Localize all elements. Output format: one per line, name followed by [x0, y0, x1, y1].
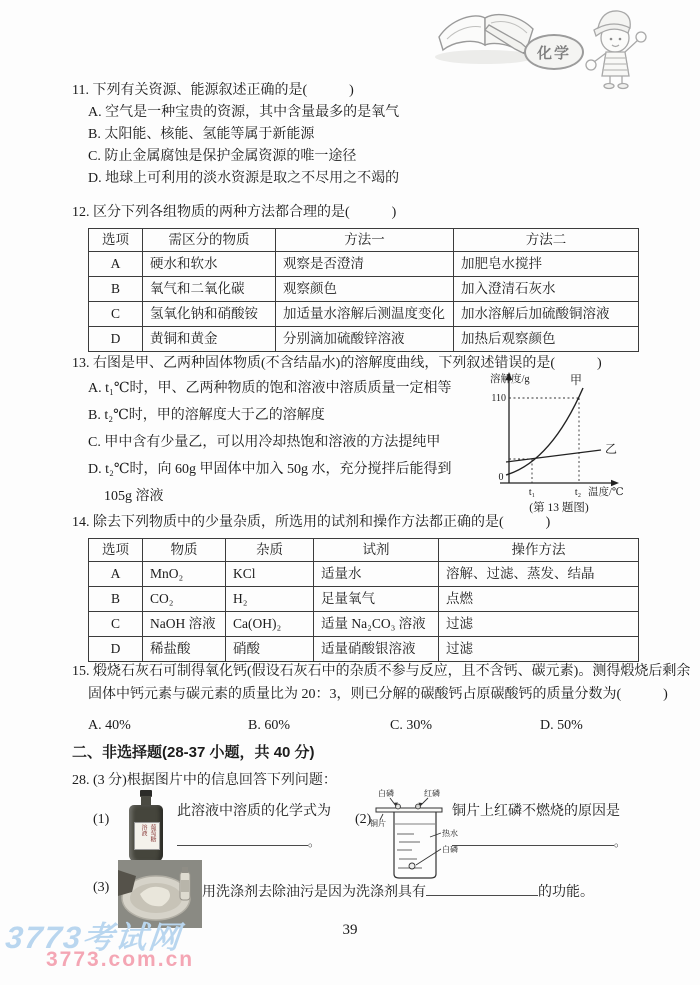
q14-col-header: 操作方法 [439, 539, 639, 562]
table-cell: C [89, 612, 143, 637]
table-cell: 稀盐酸 [143, 637, 226, 662]
table-cell: D [89, 637, 143, 662]
table-cell: 过滤 [439, 612, 639, 637]
table-cell: 溶解、过滤、蒸发、结晶 [439, 562, 639, 587]
table-cell: Ca(OH)₂ [226, 612, 314, 637]
bottle-label-text: 葡萄糖 [149, 824, 155, 842]
table-cell: 硬水和软水 [143, 252, 276, 277]
table-cell: B [89, 587, 143, 612]
table-cell: 适量水 [314, 562, 439, 587]
table-cell: 硝酸 [226, 637, 314, 662]
q11-option-b: B. 太阳能、核能、氢能等属于新能源 [88, 127, 315, 142]
chemistry-badge-label: 化学 [536, 44, 571, 62]
q28-part2-answer-blank [452, 830, 614, 846]
table-cell: 氢氧化钠和硝酸铵 [143, 302, 276, 327]
question-28 [72, 770, 652, 792]
q28-part2-period: 。 [614, 835, 627, 849]
q28-part3-text-after: 的功能。 [538, 885, 594, 900]
table-cell: 加热后观察颜色 [454, 327, 639, 352]
table-cell: A [89, 562, 143, 587]
table-cell: 观察颜色 [276, 277, 454, 302]
q13-option-a: A. t₁℃时，甲、乙两种物质的饱和溶液中溶质质量一定相等 [88, 381, 452, 396]
white-phosphorus-underwater [409, 863, 415, 869]
solubility-chart [486, 368, 700, 516]
q14-stem: 14. 除去下列物质中的少量杂质，所选用的试剂和操作方法都正确的是( ) [72, 515, 551, 530]
table-cell: 加入澄清石灰水 [454, 277, 639, 302]
q13-stem: 13. 右图是甲、乙两种固体物质(不含结晶水)的溶解度曲线，下列叙述错误的是( ) [72, 356, 602, 371]
q14-col-header: 试剂 [314, 539, 439, 562]
q12-stem: 12. 区分下列各组物质的两种方法都合理的是( ) [72, 205, 397, 220]
q12-col-header: 选项 [89, 229, 143, 252]
table-cell: 适量硝酸银溶液 [314, 637, 439, 662]
label-white-phosphorus-top: 白磷 [378, 789, 394, 798]
q14-row-a [89, 562, 639, 587]
table-cell: 加肥皂水搅拌 [454, 252, 639, 277]
chart-x-tick-t2: t₂ [574, 487, 582, 498]
copper-sheet [376, 808, 442, 812]
q12-row-a [89, 252, 639, 277]
q11-stem: 11. 下列有关资源、能源叙述正确的是( ) [72, 83, 354, 98]
q15-option-b: B. 60% [248, 718, 290, 733]
chart-series-yi-label: 乙 [605, 442, 618, 456]
chart-y-tick-110: 110 [491, 393, 506, 404]
table-cell: 加水溶解后加硫酸铜溶液 [454, 302, 639, 327]
q28-part3-text-before: 用洗涤剂去除油污是因为洗涤剂具有 [202, 885, 426, 900]
q15-option-a: A. 40% [88, 718, 131, 733]
q14-row-c [89, 612, 639, 637]
chemistry-badge [524, 34, 584, 70]
table-cell: B [89, 277, 143, 302]
label-white-phosphorus-bottom: 白磷 [442, 845, 458, 854]
q11-option-d: D. 地球上可利用的淡水资源是取之不尽用之不竭的 [88, 171, 400, 186]
q28-part1-answer-blank [177, 830, 308, 846]
table-cell: D [89, 327, 143, 352]
question-14 [72, 512, 652, 662]
table-cell: A [89, 252, 143, 277]
table-cell: 观察是否澄清 [276, 252, 454, 277]
watermark-site-name: 3773考试网 [3, 920, 184, 955]
question-12 [72, 202, 652, 352]
q12-row-b [89, 277, 639, 302]
q13-option-d-continued: 105g 溶液 [104, 489, 164, 504]
q12-col-header: 方法二 [454, 229, 639, 252]
cartoon-student-illustration [580, 4, 660, 92]
q14-col-header: 选项 [89, 539, 143, 562]
question-11 [72, 80, 652, 190]
q15-stem-line2: 固体中钙元素与碳元素的质量比为 20：3，则已分解的碳酸钙占原碳酸钙的质量分数为( ) [88, 687, 668, 702]
label-hot-water: 热水 [442, 829, 458, 838]
table-cell: KCl [226, 562, 314, 587]
line-yi [506, 450, 601, 462]
q13-option-b: B. t₂℃时，甲的溶解度大于乙的溶解度 [88, 408, 325, 423]
q13-option-d: D. t₂℃时，向 60g 甲固体中加入 50g 水，充分搅拌后能得到 [88, 462, 452, 477]
q28-part1-label: (1) [93, 812, 110, 827]
chart-y-label: 溶解度/g [490, 374, 530, 385]
page-number: 39 [342, 922, 358, 938]
q14-row-d [89, 637, 639, 662]
q12-col-header: 方法一 [276, 229, 454, 252]
label-copper-sheet: 铜片 [370, 819, 386, 828]
curve-jia [506, 388, 583, 475]
table-cell: 氧气和二氧化碳 [143, 277, 276, 302]
q15-option-c: C. 30% [390, 718, 432, 733]
question-15 [72, 660, 691, 738]
table-cell: NaOH 溶液 [143, 612, 226, 637]
q15-stem-line1: 15. 煅烧石灰石可制得氧化钙(假设石灰石中的杂质不参与反应，且不含钙、碳元素)。测得煅烧后剩余 [72, 664, 691, 679]
bottle-label-text: 溶液 [140, 824, 146, 836]
x-axis-arrow [611, 480, 619, 486]
table-cell: 适量 Na₂CO₃ 溶液 [314, 612, 439, 637]
chart-x-label: 温度/℃ [588, 487, 624, 498]
q12-row-c [89, 302, 639, 327]
q12-table [88, 228, 639, 352]
q28-part1-period: 。 [308, 835, 321, 849]
label-red-phosphorus: 红磷 [424, 789, 440, 798]
q14-header-row [89, 539, 639, 562]
q11-option-c: C. 防止金属腐蚀是保护金属资源的唯一途径 [88, 149, 357, 164]
q14-table [88, 538, 639, 662]
table-cell: 分别滴加硫酸锌溶液 [276, 327, 454, 352]
q28-stem: 28. (3 分)根据图片中的信息回答下列问题： [72, 773, 337, 788]
chart-x-tick-t1: t₁ [528, 487, 536, 498]
q12-row-d [89, 327, 639, 352]
q13-option-c: C. 甲中含有少量乙，可以用冷却热饱和溶液的方法提纯甲 [88, 435, 441, 450]
q11-option-a: A. 空气是一种宝贵的资源，其中含量最多的是氧气 [88, 105, 400, 120]
q14-col-header: 杂质 [226, 539, 314, 562]
q28-part3-answer-blank [426, 880, 538, 896]
table-cell: H₂ [226, 587, 314, 612]
q28-part2-answer-row [452, 830, 626, 851]
q28-part1-answer-row [177, 830, 320, 851]
section-2-title: 二、非选择题(28-37 小题，共 40 分) [72, 744, 315, 761]
chart-series-jia-label: 甲 [570, 373, 583, 387]
bottle-label [134, 822, 160, 850]
q28-part2-text: 铜片上红磷不燃烧的原因是 [452, 804, 620, 819]
chart-origin-label: 0 [498, 472, 504, 483]
table-cell: MnO₂ [143, 562, 226, 587]
q14-col-header: 物质 [143, 539, 226, 562]
q28-part3-label: (3) [93, 880, 110, 895]
table-cell: 足量氧气 [314, 587, 439, 612]
table-cell: 加适量水溶解后测温度变化 [276, 302, 454, 327]
table-cell: C [89, 302, 143, 327]
watermark-site-url: 3773.com.cn [46, 948, 195, 971]
glucose-bottle-photo [127, 790, 165, 862]
table-cell: CO₂ [143, 587, 226, 612]
q14-row-b [89, 587, 639, 612]
table-cell: 点燃 [439, 587, 639, 612]
chart-caption: (第 13 题图) [529, 502, 589, 514]
q28-part1-text: 此溶液中溶质的化学式为 [177, 804, 331, 819]
table-cell: 黄铜和黄金 [143, 327, 276, 352]
table-cell: 过滤 [439, 637, 639, 662]
q28-part2-label: (2) [355, 812, 372, 827]
q12-col-header: 需区分的物质 [143, 229, 276, 252]
q15-option-d: D. 50% [540, 718, 583, 733]
q12-header-row [89, 229, 639, 252]
q28-part3-row [202, 880, 594, 901]
